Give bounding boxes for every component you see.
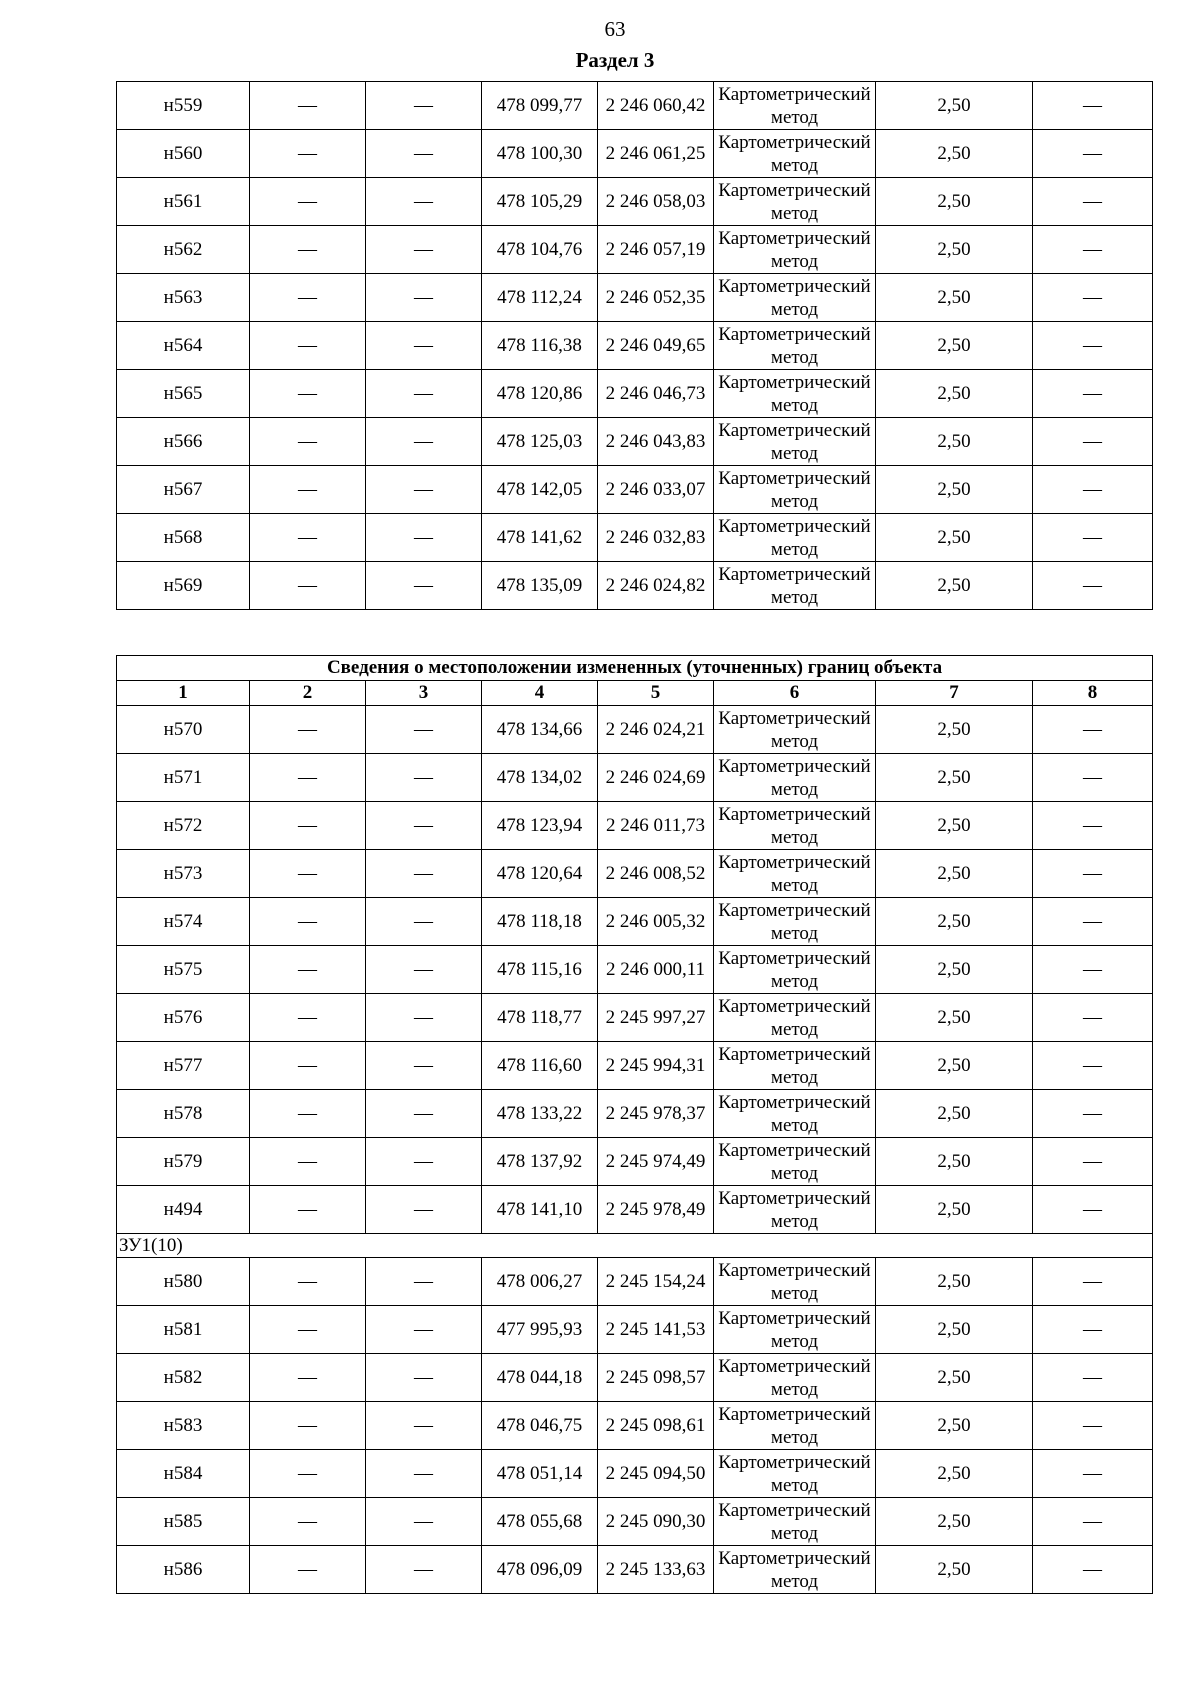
coordinate-y-cell: 2 245 994,31 xyxy=(598,1042,714,1090)
coordinate-x-cell: 478 125,03 xyxy=(482,418,598,466)
empty-value-cell: — xyxy=(1033,178,1153,226)
empty-value-cell: — xyxy=(1033,1306,1153,1354)
empty-value-cell: — xyxy=(1033,1138,1153,1186)
empty-value-cell: — xyxy=(250,706,366,754)
method-cell: Картометрический метод xyxy=(714,1306,876,1354)
coordinate-x-cell: 478 120,64 xyxy=(482,850,598,898)
point-id-cell: н572 xyxy=(117,802,250,850)
coordinate-x-cell: 478 120,86 xyxy=(482,370,598,418)
coordinate-x-cell: 478 123,94 xyxy=(482,802,598,850)
empty-value-cell: — xyxy=(366,1138,482,1186)
point-id-cell: н562 xyxy=(117,226,250,274)
empty-value-cell: — xyxy=(366,1186,482,1234)
empty-value-cell: — xyxy=(1033,1042,1153,1090)
accuracy-cell: 2,50 xyxy=(876,226,1033,274)
accuracy-cell: 2,50 xyxy=(876,1186,1033,1234)
empty-value-cell: — xyxy=(366,130,482,178)
point-id-cell: н578 xyxy=(117,1090,250,1138)
accuracy-cell: 2,50 xyxy=(876,754,1033,802)
coordinate-y-cell: 2 246 057,19 xyxy=(598,226,714,274)
empty-value-cell: — xyxy=(250,274,366,322)
group-label-row xyxy=(117,1234,1153,1258)
table-caption: Сведения о местоположении измененных (уточненных) границ объекта xyxy=(117,656,1153,681)
point-id-cell: н571 xyxy=(117,754,250,802)
point-id-cell: н582 xyxy=(117,1354,250,1402)
table-row xyxy=(117,562,1153,610)
accuracy-cell: 2,50 xyxy=(876,994,1033,1042)
coordinate-y-cell: 2 246 046,73 xyxy=(598,370,714,418)
empty-value-cell: — xyxy=(250,1186,366,1234)
coordinate-y-cell: 2 245 997,27 xyxy=(598,994,714,1042)
method-cell: Картометрический метод xyxy=(714,850,876,898)
coordinate-x-cell: 478 133,22 xyxy=(482,1090,598,1138)
accuracy-cell: 2,50 xyxy=(876,1138,1033,1186)
table-row xyxy=(117,1186,1153,1234)
point-id-cell: н566 xyxy=(117,418,250,466)
empty-value-cell: — xyxy=(250,322,366,370)
coordinate-y-cell: 2 245 154,24 xyxy=(598,1258,714,1306)
coordinate-y-cell: 2 245 978,37 xyxy=(598,1090,714,1138)
method-cell: Картометрический метод xyxy=(714,562,876,610)
coordinate-x-cell: 478 105,29 xyxy=(482,178,598,226)
accuracy-cell: 2,50 xyxy=(876,1306,1033,1354)
accuracy-cell: 2,50 xyxy=(876,418,1033,466)
accuracy-cell: 2,50 xyxy=(876,946,1033,994)
coordinate-y-cell: 2 245 974,49 xyxy=(598,1138,714,1186)
point-id-cell: н570 xyxy=(117,706,250,754)
empty-value-cell: — xyxy=(366,850,482,898)
column-number: 8 xyxy=(1033,681,1153,706)
accuracy-cell: 2,50 xyxy=(876,1498,1033,1546)
empty-value-cell: — xyxy=(366,274,482,322)
empty-value-cell: — xyxy=(1033,706,1153,754)
coordinate-y-cell: 2 246 024,21 xyxy=(598,706,714,754)
empty-value-cell: — xyxy=(250,1498,366,1546)
empty-value-cell: — xyxy=(1033,322,1153,370)
table-row xyxy=(117,1306,1153,1354)
table-body xyxy=(117,82,1153,610)
coordinate-y-cell: 2 246 024,69 xyxy=(598,754,714,802)
empty-value-cell: — xyxy=(1033,946,1153,994)
empty-value-cell: — xyxy=(250,850,366,898)
table-row xyxy=(117,178,1153,226)
column-number: 3 xyxy=(366,681,482,706)
empty-value-cell: — xyxy=(366,1090,482,1138)
empty-value-cell: — xyxy=(250,1402,366,1450)
table-row xyxy=(117,754,1153,802)
empty-value-cell: — xyxy=(366,178,482,226)
empty-value-cell: — xyxy=(1033,1354,1153,1402)
point-id-cell: н560 xyxy=(117,130,250,178)
coordinate-y-cell: 2 245 098,57 xyxy=(598,1354,714,1402)
table-row xyxy=(117,274,1153,322)
point-id-cell: н561 xyxy=(117,178,250,226)
table-row xyxy=(117,802,1153,850)
empty-value-cell: — xyxy=(366,706,482,754)
method-cell: Картометрический метод xyxy=(714,1450,876,1498)
empty-value-cell: — xyxy=(1033,274,1153,322)
coordinate-y-cell: 2 246 052,35 xyxy=(598,274,714,322)
method-cell: Картометрический метод xyxy=(714,1186,876,1234)
empty-value-cell: — xyxy=(250,370,366,418)
empty-value-cell: — xyxy=(366,226,482,274)
empty-value-cell: — xyxy=(250,418,366,466)
empty-value-cell: — xyxy=(366,898,482,946)
empty-value-cell: — xyxy=(1033,1090,1153,1138)
empty-value-cell: — xyxy=(250,994,366,1042)
coordinate-x-cell: 478 044,18 xyxy=(482,1354,598,1402)
empty-value-cell: — xyxy=(250,226,366,274)
coordinate-y-cell: 2 246 008,52 xyxy=(598,850,714,898)
empty-value-cell: — xyxy=(366,1546,482,1594)
method-cell: Картометрический метод xyxy=(714,994,876,1042)
method-cell: Картометрический метод xyxy=(714,226,876,274)
coordinate-x-cell: 478 118,18 xyxy=(482,898,598,946)
point-id-cell: н574 xyxy=(117,898,250,946)
column-number: 7 xyxy=(876,681,1033,706)
empty-value-cell: — xyxy=(250,754,366,802)
coordinate-y-cell: 2 245 133,63 xyxy=(598,1546,714,1594)
empty-value-cell: — xyxy=(366,514,482,562)
point-id-cell: н581 xyxy=(117,1306,250,1354)
method-cell: Картометрический метод xyxy=(714,178,876,226)
column-number: 1 xyxy=(117,681,250,706)
table-row xyxy=(117,1402,1153,1450)
coordinate-y-cell: 2 246 032,83 xyxy=(598,514,714,562)
method-cell: Картометрический метод xyxy=(714,1402,876,1450)
table-row xyxy=(117,1546,1153,1594)
accuracy-cell: 2,50 xyxy=(876,82,1033,130)
coordinate-y-cell: 2 246 061,25 xyxy=(598,130,714,178)
empty-value-cell: — xyxy=(1033,1402,1153,1450)
accuracy-cell: 2,50 xyxy=(876,130,1033,178)
empty-value-cell: — xyxy=(366,1450,482,1498)
column-number: 5 xyxy=(598,681,714,706)
group-label: ЗУ1(10) xyxy=(117,1234,1153,1258)
empty-value-cell: — xyxy=(366,418,482,466)
point-id-cell: н575 xyxy=(117,946,250,994)
accuracy-cell: 2,50 xyxy=(876,1258,1033,1306)
method-cell: Картометрический метод xyxy=(714,274,876,322)
empty-value-cell: — xyxy=(366,994,482,1042)
table-caption-row xyxy=(117,656,1153,681)
point-id-cell: н568 xyxy=(117,514,250,562)
table-row xyxy=(117,1138,1153,1186)
table-row xyxy=(117,226,1153,274)
empty-value-cell: — xyxy=(250,1450,366,1498)
coordinate-x-cell: 478 100,30 xyxy=(482,130,598,178)
coordinate-x-cell: 478 104,76 xyxy=(482,226,598,274)
empty-value-cell: — xyxy=(366,1354,482,1402)
coordinate-x-cell: 478 096,09 xyxy=(482,1546,598,1594)
empty-value-cell: — xyxy=(250,1258,366,1306)
empty-value-cell: — xyxy=(1033,994,1153,1042)
table-row xyxy=(117,898,1153,946)
coordinate-y-cell: 2 246 011,73 xyxy=(598,802,714,850)
method-cell: Картометрический метод xyxy=(714,898,876,946)
empty-value-cell: — xyxy=(1033,370,1153,418)
accuracy-cell: 2,50 xyxy=(876,850,1033,898)
method-cell: Картометрический метод xyxy=(714,1546,876,1594)
method-cell: Картометрический метод xyxy=(714,514,876,562)
table-row xyxy=(117,370,1153,418)
page-number: 63 xyxy=(604,17,626,41)
empty-value-cell: — xyxy=(1033,466,1153,514)
table-row xyxy=(117,130,1153,178)
table-body xyxy=(117,656,1153,1594)
table-row xyxy=(117,82,1153,130)
empty-value-cell: — xyxy=(1033,130,1153,178)
empty-value-cell: — xyxy=(366,562,482,610)
point-id-cell: н494 xyxy=(117,1186,250,1234)
empty-value-cell: — xyxy=(366,1258,482,1306)
accuracy-cell: 2,50 xyxy=(876,1402,1033,1450)
method-cell: Картометрический метод xyxy=(714,130,876,178)
empty-value-cell: — xyxy=(250,1354,366,1402)
coordinate-x-cell: 478 141,10 xyxy=(482,1186,598,1234)
empty-value-cell: — xyxy=(1033,1450,1153,1498)
empty-value-cell: — xyxy=(1033,82,1153,130)
coordinate-x-cell: 478 137,92 xyxy=(482,1138,598,1186)
empty-value-cell: — xyxy=(250,1306,366,1354)
method-cell: Картометрический метод xyxy=(714,322,876,370)
empty-value-cell: — xyxy=(250,82,366,130)
method-cell: Картометрический метод xyxy=(714,1090,876,1138)
empty-value-cell: — xyxy=(366,466,482,514)
table-row xyxy=(117,514,1153,562)
accuracy-cell: 2,50 xyxy=(876,514,1033,562)
point-id-cell: н586 xyxy=(117,1546,250,1594)
empty-value-cell: — xyxy=(366,946,482,994)
column-number: 2 xyxy=(250,681,366,706)
empty-value-cell: — xyxy=(1033,514,1153,562)
empty-value-cell: — xyxy=(250,1138,366,1186)
coordinate-x-cell: 478 116,38 xyxy=(482,322,598,370)
method-cell: Картометрический метод xyxy=(714,1258,876,1306)
table-row xyxy=(117,946,1153,994)
method-cell: Картометрический метод xyxy=(714,802,876,850)
method-cell: Картометрический метод xyxy=(714,754,876,802)
empty-value-cell: — xyxy=(1033,1186,1153,1234)
table-row xyxy=(117,322,1153,370)
accuracy-cell: 2,50 xyxy=(876,1354,1033,1402)
coordinate-y-cell: 2 246 043,83 xyxy=(598,418,714,466)
coordinate-x-cell: 478 051,14 xyxy=(482,1450,598,1498)
empty-value-cell: — xyxy=(1033,562,1153,610)
accuracy-cell: 2,50 xyxy=(876,898,1033,946)
accuracy-cell: 2,50 xyxy=(876,802,1033,850)
section-title: Раздел 3 xyxy=(575,48,655,72)
empty-value-cell: — xyxy=(366,802,482,850)
point-id-cell: н573 xyxy=(117,850,250,898)
accuracy-cell: 2,50 xyxy=(876,1042,1033,1090)
empty-value-cell: — xyxy=(1033,754,1153,802)
point-id-cell: н583 xyxy=(117,1402,250,1450)
empty-value-cell: — xyxy=(1033,1258,1153,1306)
empty-value-cell: — xyxy=(366,754,482,802)
table-row xyxy=(117,418,1153,466)
point-id-cell: н577 xyxy=(117,1042,250,1090)
table-row xyxy=(117,1450,1153,1498)
table-row xyxy=(117,1042,1153,1090)
coordinate-x-cell: 478 099,77 xyxy=(482,82,598,130)
empty-value-cell: — xyxy=(366,1042,482,1090)
empty-value-cell: — xyxy=(366,370,482,418)
method-cell: Картометрический метод xyxy=(714,1138,876,1186)
coordinate-x-cell: 478 116,60 xyxy=(482,1042,598,1090)
accuracy-cell: 2,50 xyxy=(876,178,1033,226)
accuracy-cell: 2,50 xyxy=(876,274,1033,322)
empty-value-cell: — xyxy=(250,178,366,226)
method-cell: Картометрический метод xyxy=(714,706,876,754)
coordinate-y-cell: 2 245 090,30 xyxy=(598,1498,714,1546)
method-cell: Картометрический метод xyxy=(714,466,876,514)
coordinate-y-cell: 2 246 005,32 xyxy=(598,898,714,946)
empty-value-cell: — xyxy=(250,1042,366,1090)
coordinate-x-cell: 478 142,05 xyxy=(482,466,598,514)
accuracy-cell: 2,50 xyxy=(876,562,1033,610)
empty-value-cell: — xyxy=(250,514,366,562)
empty-value-cell: — xyxy=(250,898,366,946)
coordinates-table-continued xyxy=(116,81,1153,610)
table-row xyxy=(117,1498,1153,1546)
coordinate-x-cell: 478 055,68 xyxy=(482,1498,598,1546)
empty-value-cell: — xyxy=(1033,1546,1153,1594)
coordinate-y-cell: 2 245 141,53 xyxy=(598,1306,714,1354)
accuracy-cell: 2,50 xyxy=(876,466,1033,514)
point-id-cell: н580 xyxy=(117,1258,250,1306)
coordinate-y-cell: 2 245 098,61 xyxy=(598,1402,714,1450)
table-row xyxy=(117,466,1153,514)
method-cell: Картометрический метод xyxy=(714,1498,876,1546)
point-id-cell: н559 xyxy=(117,82,250,130)
point-id-cell: н564 xyxy=(117,322,250,370)
accuracy-cell: 2,50 xyxy=(876,1090,1033,1138)
coordinate-x-cell: 478 134,66 xyxy=(482,706,598,754)
empty-value-cell: — xyxy=(1033,1498,1153,1546)
column-number-row xyxy=(117,681,1153,706)
accuracy-cell: 2,50 xyxy=(876,1546,1033,1594)
coordinate-y-cell: 2 246 000,11 xyxy=(598,946,714,994)
coordinate-x-cell: 478 135,09 xyxy=(482,562,598,610)
coordinate-x-cell: 477 995,93 xyxy=(482,1306,598,1354)
method-cell: Картометрический метод xyxy=(714,418,876,466)
column-number: 6 xyxy=(714,681,876,706)
empty-value-cell: — xyxy=(1033,226,1153,274)
empty-value-cell: — xyxy=(250,802,366,850)
empty-value-cell: — xyxy=(250,1090,366,1138)
table-row xyxy=(117,850,1153,898)
coordinate-x-cell: 478 112,24 xyxy=(482,274,598,322)
changed-boundaries-table xyxy=(116,655,1153,1594)
coordinate-x-cell: 478 141,62 xyxy=(482,514,598,562)
accuracy-cell: 2,50 xyxy=(876,370,1033,418)
empty-value-cell: — xyxy=(1033,850,1153,898)
coordinate-y-cell: 2 246 049,65 xyxy=(598,322,714,370)
method-cell: Картометрический метод xyxy=(714,1042,876,1090)
coordinate-y-cell: 2 246 060,42 xyxy=(598,82,714,130)
coordinate-y-cell: 2 245 094,50 xyxy=(598,1450,714,1498)
table-row xyxy=(117,1354,1153,1402)
method-cell: Картометрический метод xyxy=(714,1354,876,1402)
empty-value-cell: — xyxy=(250,466,366,514)
empty-value-cell: — xyxy=(366,322,482,370)
column-number: 4 xyxy=(482,681,598,706)
point-id-cell: н576 xyxy=(117,994,250,1042)
empty-value-cell: — xyxy=(1033,418,1153,466)
method-cell: Картометрический метод xyxy=(714,82,876,130)
point-id-cell: н579 xyxy=(117,1138,250,1186)
empty-value-cell: — xyxy=(366,1402,482,1450)
accuracy-cell: 2,50 xyxy=(876,706,1033,754)
point-id-cell: н584 xyxy=(117,1450,250,1498)
empty-value-cell: — xyxy=(250,946,366,994)
empty-value-cell: — xyxy=(366,1306,482,1354)
coordinate-x-cell: 478 115,16 xyxy=(482,946,598,994)
coordinate-x-cell: 478 046,75 xyxy=(482,1402,598,1450)
coordinate-x-cell: 478 118,77 xyxy=(482,994,598,1042)
table-row xyxy=(117,706,1153,754)
table-row xyxy=(117,1258,1153,1306)
coordinate-y-cell: 2 246 058,03 xyxy=(598,178,714,226)
empty-value-cell: — xyxy=(250,130,366,178)
point-id-cell: н585 xyxy=(117,1498,250,1546)
point-id-cell: н569 xyxy=(117,562,250,610)
method-cell: Картометрический метод xyxy=(714,946,876,994)
table-row xyxy=(117,1090,1153,1138)
empty-value-cell: — xyxy=(1033,802,1153,850)
empty-value-cell: — xyxy=(250,562,366,610)
coordinate-x-cell: 478 006,27 xyxy=(482,1258,598,1306)
empty-value-cell: — xyxy=(250,1546,366,1594)
accuracy-cell: 2,50 xyxy=(876,1450,1033,1498)
empty-value-cell: — xyxy=(1033,898,1153,946)
accuracy-cell: 2,50 xyxy=(876,322,1033,370)
coordinate-y-cell: 2 246 024,82 xyxy=(598,562,714,610)
coordinate-x-cell: 478 134,02 xyxy=(482,754,598,802)
empty-value-cell: — xyxy=(366,82,482,130)
point-id-cell: н565 xyxy=(117,370,250,418)
table-row xyxy=(117,994,1153,1042)
point-id-cell: н563 xyxy=(117,274,250,322)
coordinate-y-cell: 2 245 978,49 xyxy=(598,1186,714,1234)
point-id-cell: н567 xyxy=(117,466,250,514)
empty-value-cell: — xyxy=(366,1498,482,1546)
coordinate-y-cell: 2 246 033,07 xyxy=(598,466,714,514)
method-cell: Картометрический метод xyxy=(714,370,876,418)
